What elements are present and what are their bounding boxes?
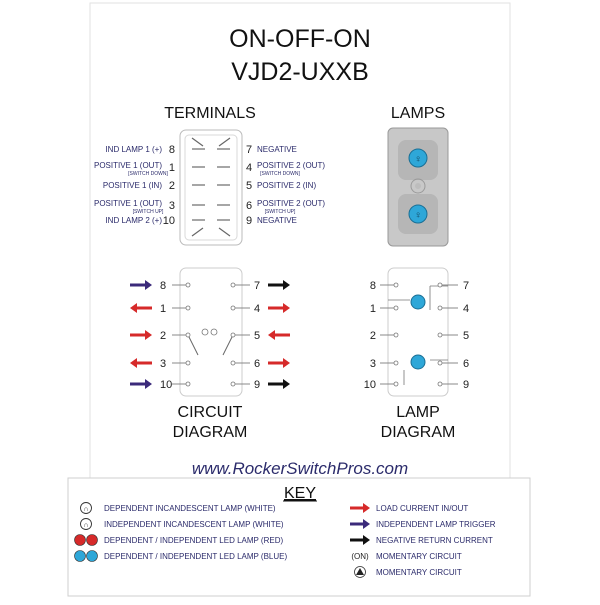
lamp-diagram-right-number: 4 <box>463 303 470 315</box>
circuit-heading-2: DIAGRAM <box>172 424 248 441</box>
lamp-filament-icon: ∩ <box>83 506 89 513</box>
circuit-right-number: 9 <box>254 379 261 391</box>
lamp-diagram-terminal-left <box>394 306 398 310</box>
circuit-terminal-right <box>231 382 235 386</box>
led-red-icon <box>87 535 98 546</box>
lamps-heading: LAMPS <box>390 105 446 122</box>
website-link[interactable]: www.RockerSwitchPros.com <box>191 459 409 478</box>
lamp-diagram-terminal-right <box>438 333 442 337</box>
lamp-center-dot <box>415 183 421 189</box>
terminal-left-number: 1 <box>168 162 175 174</box>
circuit-left-number: 8 <box>160 280 167 292</box>
terminal-left-number: 2 <box>168 180 175 192</box>
terminal-left-label: IND LAMP 1 (+) <box>105 145 162 154</box>
lamps-view <box>388 128 448 246</box>
terminal-right-label: NEGATIVE <box>257 216 297 225</box>
circuit-left-number: 1 <box>160 303 167 315</box>
lamp-diagram-terminal-right <box>438 283 442 287</box>
circuit-terminal-left <box>186 361 190 365</box>
terminal-right-label: POSITIVE 2 (IN) <box>257 181 317 190</box>
terminals-heading: TERMINALS <box>164 105 256 122</box>
circuit-right-number: 6 <box>254 358 261 370</box>
led-blue-icon <box>87 551 98 562</box>
lamp-diagram-terminal-left <box>394 361 398 365</box>
terminal-left-sub: [SWITCH UP] <box>132 209 164 215</box>
circuit-terminal-left <box>186 306 190 310</box>
key-left-label: INDEPENDENT INCANDESCENT LAMP (WHITE) <box>104 520 284 529</box>
terminal-right-number: 4 <box>246 162 253 174</box>
terminal-left-number: 3 <box>168 200 175 212</box>
terminal-left-number: 10 <box>162 215 175 227</box>
terminal-left-label: POSITIVE 1 (OUT) <box>93 161 162 170</box>
key-left-label: DEPENDENT / INDEPENDENT LED LAMP (RED) <box>104 536 284 545</box>
terminal-right-sub: [SWITCH UP] <box>264 209 296 215</box>
lamp-diagram-led-bottom-icon <box>411 355 425 369</box>
led-blue-icon <box>75 551 86 562</box>
lamp-diagram-left-number: 3 <box>369 358 376 370</box>
terminal-right-label: POSITIVE 2 (OUT) <box>257 161 326 170</box>
key-right-label: LOAD CURRENT IN/OUT <box>376 504 469 513</box>
key-right-label: MOMENTARY CIRCUIT <box>376 552 462 561</box>
led-red-icon <box>75 535 86 546</box>
led-glyph-top: ♀ <box>414 154 422 165</box>
key-right-label: NEGATIVE RETURN CURRENT <box>376 536 493 545</box>
circuit-terminal-right <box>231 333 235 337</box>
circuit-right-number: 7 <box>254 280 261 292</box>
momentary-on-symbol: (ON) <box>351 552 369 561</box>
lamp-diagram-terminal-right <box>438 382 442 386</box>
circuit-terminal-left <box>186 283 190 287</box>
lamp-diagram-left-number: 1 <box>369 303 376 315</box>
lamp-diagram-terminal-left <box>394 382 398 386</box>
circuit-terminal-left <box>186 382 190 386</box>
circuit-left-number: 3 <box>160 358 167 370</box>
lamp-diagram-terminal-right <box>438 361 442 365</box>
part-number: VJD2-UXXB <box>231 58 369 86</box>
lamp-diagram-terminal-left <box>394 283 398 287</box>
terminal-left-label: POSITIVE 1 (IN) <box>102 181 162 190</box>
lamp-diagram-left-number: 10 <box>363 379 376 391</box>
terminal-right-number: 5 <box>246 180 253 192</box>
circuit-heading-1: CIRCUIT <box>177 404 243 421</box>
circuit-right-number: 5 <box>254 330 261 342</box>
terminal-left-label: IND LAMP 2 (+) <box>105 216 162 225</box>
title: ON-OFF-ON <box>229 25 371 53</box>
lamp-diagram-heading-2: DIAGRAM <box>380 424 456 441</box>
terminal-left-number: 8 <box>168 144 175 156</box>
terminal-left-sub: [SWITCH DOWN] <box>128 171 168 177</box>
terminal-right-number: 6 <box>246 200 253 212</box>
lamp-filament-icon: ∩ <box>83 522 89 529</box>
terminal-right-label: POSITIVE 2 (OUT) <box>257 199 326 208</box>
lamp-diagram-terminal-right <box>438 306 442 310</box>
circuit-terminal-right <box>231 361 235 365</box>
lamp-diagram-left-number: 2 <box>369 330 376 342</box>
key-left-label: DEPENDENT INCANDESCENT LAMP (WHITE) <box>104 504 276 513</box>
key-heading: KEY <box>283 485 317 502</box>
circuit-right-number: 4 <box>254 303 261 315</box>
lamp-diagram-right-number: 9 <box>463 379 470 391</box>
circuit-left-number: 10 <box>160 379 173 391</box>
circuit-terminal-left <box>186 333 190 337</box>
lamp-diagram-led-top-icon <box>411 295 425 309</box>
circuit-terminal-right <box>231 306 235 310</box>
key-left-label: DEPENDENT / INDEPENDENT LED LAMP (BLUE) <box>104 552 288 561</box>
circuit-terminal-right <box>231 283 235 287</box>
terminal-right-label: NEGATIVE <box>257 145 297 154</box>
led-glyph-bottom: ♀ <box>414 210 422 221</box>
lamp-diagram-heading-1: LAMP <box>396 404 440 421</box>
terminal-right-number: 7 <box>246 144 253 156</box>
lamp-diagram-terminal-left <box>394 333 398 337</box>
lamp-diagram-right-number: 7 <box>463 280 470 292</box>
circuit-left-number: 2 <box>160 330 167 342</box>
lamp-diagram-left-number: 8 <box>369 280 376 292</box>
key-right-label: INDEPENDENT LAMP TRIGGER <box>376 520 496 529</box>
terminal-left-label: POSITIVE 1 (OUT) <box>93 199 162 208</box>
terminal-right-number: 9 <box>246 215 253 227</box>
lamp-diagram-right-number: 6 <box>463 358 470 370</box>
lamp-diagram-right-number: 5 <box>463 330 470 342</box>
key-right-label: MOMENTARY CIRCUIT <box>376 568 462 577</box>
terminal-right-sub: [SWITCH DOWN] <box>260 171 300 177</box>
